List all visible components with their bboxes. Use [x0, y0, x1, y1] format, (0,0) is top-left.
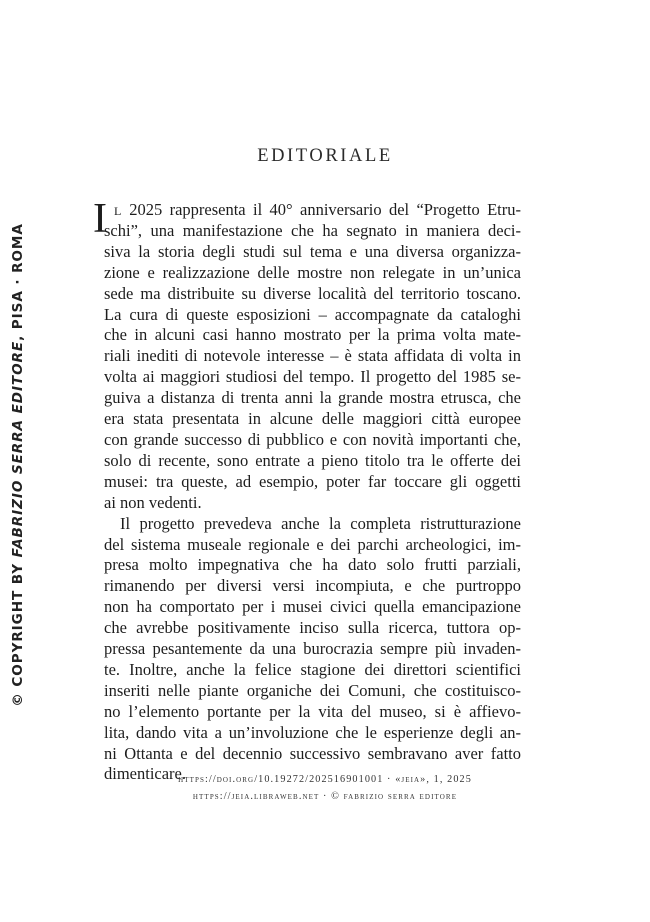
- publisher-name: FABRIZIO SERRA EDITORE: [10, 340, 26, 558]
- copyright-sidebar: [7, 220, 29, 710]
- paragraph-2: [104, 514, 521, 786]
- text-line-content: 2025 rappresenta il 40° anniversario del “Progetto Etru-: [121, 200, 521, 219]
- first-word-rest: l: [114, 200, 122, 219]
- text-line: presa molto impegnativa che ha dato solo frutti parziali,: [104, 555, 521, 575]
- text-line: rimanendo per diversi versi incompiuta, e che purtroppo: [104, 576, 521, 596]
- text-line: che avrebbe positivamente inciso sulla ricerca, tuttora op-: [104, 618, 521, 638]
- copyright-prefix: © COPYRIGHT BY: [10, 557, 26, 707]
- copyright-notice: [10, 223, 26, 707]
- text-line: sede ma distribuite su diverse località del territorio toscano.: [104, 283, 521, 303]
- text-line: era stata presentata in alcune delle maggiori città europee: [104, 409, 521, 429]
- text-line: riali inediti di notevole interesse – è stata affidata di volta in: [104, 346, 521, 366]
- text-line: La cura di queste esposizioni – accompagnate da cataloghi: [104, 304, 521, 324]
- text-line: ai non vedenti.: [104, 492, 202, 512]
- text-line: lita, dando vita a un’involuzione che le esperienze degli an-: [104, 722, 521, 742]
- text-line: no l’elemento portante per la vita del museo, si è affievo-: [104, 701, 521, 721]
- text-line: non ha comportato per i musei civici quella emancipazione: [104, 597, 521, 617]
- doi-citation: https://doi.org/10.19272/202516901001 · «jeia», 1, 2025: [178, 774, 472, 785]
- page-title: EDITORIALE: [257, 146, 393, 166]
- text-line: del sistema museale regionale e dei parchi archeologici, im-: [104, 534, 521, 554]
- paragraph-1: [93, 196, 521, 514]
- text-line: guiva a distanza di trenta anni la grande mostra etrusca, che: [104, 388, 521, 408]
- text-line: che in alcuni casi hanno mostrato per la prima volta mate-: [104, 325, 521, 345]
- text-line: ni Ottanta e del decennio successivo sembravano aver fatto: [104, 743, 521, 763]
- text-line: con grande successo di pubblico e con novità importanti che,: [104, 429, 521, 449]
- journal-url: https://jeia.libraweb.net · © fabrizio serra editore: [192, 791, 458, 802]
- text-line: schi”, una manifestazione che ha segnato in maniera deci-: [104, 220, 521, 240]
- text-line: inseriti nelle piante organiche dei Comuni, che costituisco-: [104, 680, 521, 700]
- text-line: musei: tra queste, ad esempio, poter far toccare gli oggetti: [104, 471, 521, 491]
- drop-cap: I: [93, 196, 107, 242]
- copyright-suffix: , PISA · ROMA: [10, 223, 26, 341]
- text-line: volta ai maggiori studiosi del tempo. Il progetto del 1985 se-: [104, 367, 521, 387]
- text-line: Il progetto prevedeva anche la completa ristrutturazione: [120, 513, 521, 533]
- text-line: dimenticare.: [104, 764, 187, 784]
- text-line: te. Inoltre, anche la felice stagione dei direttori scientifici: [104, 659, 521, 679]
- article-body: [93, 196, 521, 785]
- text-line: siva la storia degli studi sul tema e una diversa organizza-: [104, 241, 521, 261]
- text-line: solo di recente, sono entrate a pieno titolo tra le offerte dei: [104, 450, 521, 470]
- text-line: zione e realizzazione delle mostre non relegate in un’unica: [104, 262, 521, 282]
- text-line: pressa pesantemente da una burocrazia sempre più invaden-: [104, 639, 521, 659]
